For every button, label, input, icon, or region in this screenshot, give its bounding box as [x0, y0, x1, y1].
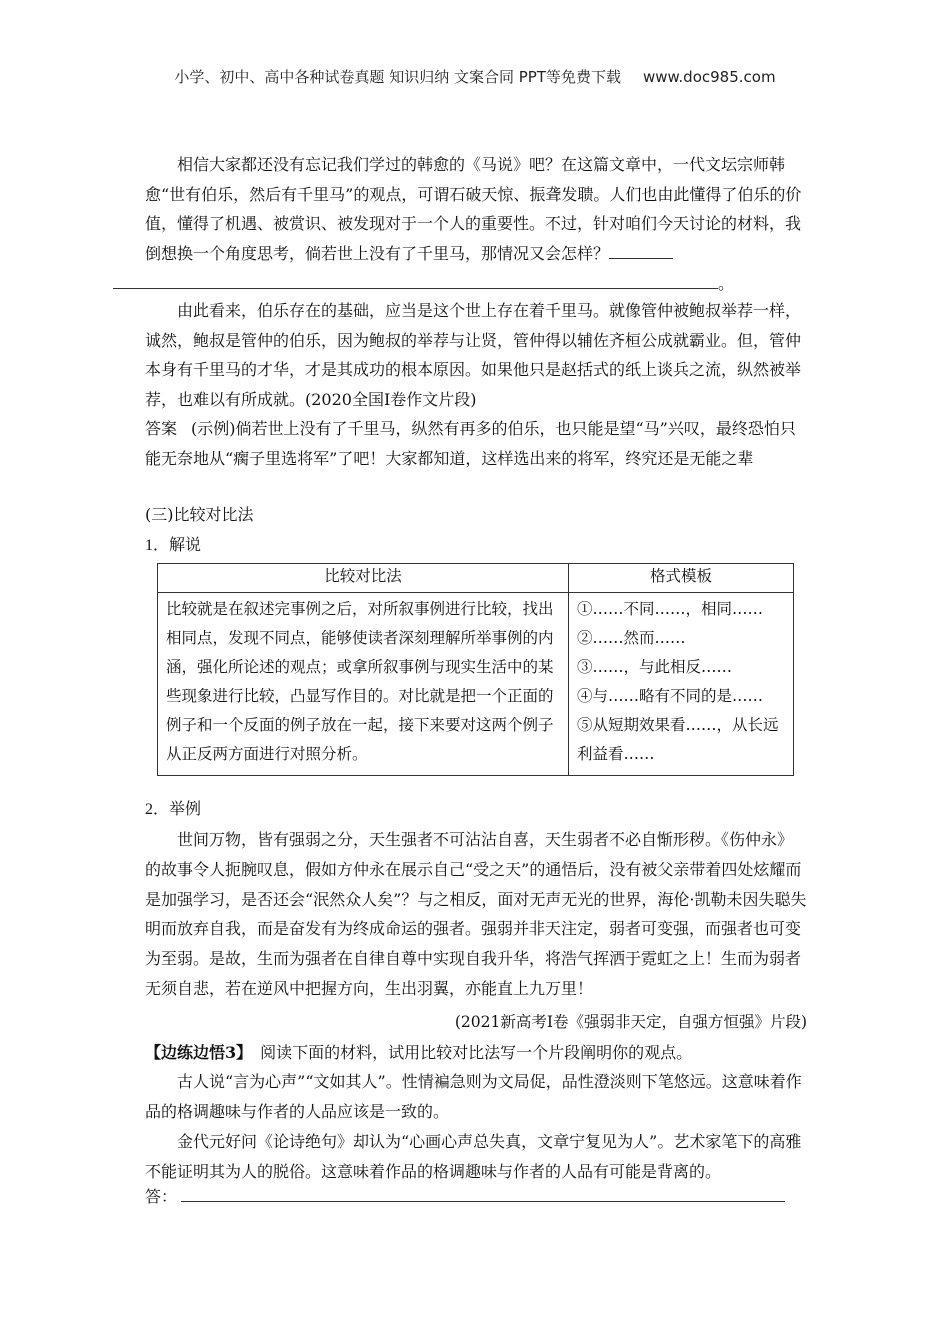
answer-block [145, 414, 807, 473]
header-text: 小学、初中、高中各种试卷真题 知识归纳 文案合同 PPT等免费下载 [174, 68, 621, 86]
header-site-link[interactable]: www.doc985.com [642, 68, 776, 86]
example-paragraph: 世间万物，皆有强弱之分，天生强者不可沾沾自喜，天生弱者不必自惭形秽。《伤仲永》的故事令人扼腕叹息，假如方仲永在展示自己“受之天”的通悟后，没有被父亲带着四处炫耀而是加强学习，是否还会“泯然众人矣”？与之相反，面对无声无光的世界，海伦·凯勒未因失聪失明而放弃自我，而是奋发有为终成命运的强者。强弱并非天注定，弱者可变强，而强者也可变为至弱。是故，生而为强者在自律自尊中实现自我升华，将浩气挥洒于霓虹之上！生而为弱者无须自悲，若在逆风中把握方向，生出羽翼，亦能直上九万里！ [145, 830, 807, 998]
end-mark: 。 [718, 273, 735, 293]
blank-line-short[interactable] [609, 244, 673, 259]
material-paragraph-2: 金代元好问《论诗绝句》却认为“心画心声总失真，文章宁复见为人”。艺术家笔下的高雅不能证明其为人的脱俗。这意味着作品的格调趣味与作者的人品有可能是背离的。 [145, 1132, 802, 1181]
table-header-method: 比较对比法 [158, 564, 569, 593]
answer-blank-line[interactable] [181, 1187, 785, 1202]
table-header-row [158, 564, 794, 593]
exercise-block [145, 1040, 807, 1063]
template-item: ①……不同……，相同…… [577, 600, 764, 618]
method-table [157, 563, 794, 776]
blank-line-long[interactable] [113, 274, 718, 289]
answer-prompt [145, 1184, 807, 1207]
table-header-template: 格式模板 [569, 564, 794, 593]
answer-label: 答案 [145, 419, 178, 438]
exercise-instruction: 阅读下面的材料，试用比较对比法写一个片段阐明你的观点。 [260, 1043, 693, 1062]
material-paragraph-1: 古人说“言为心声”“文如其人”。性情褊急则为文局促，品性澄淡则下笔悠远。这意味着作品的格调趣味与作者的人品应该是一致的。 [145, 1072, 802, 1121]
subsection-example-title: 2．举例 [145, 801, 202, 818]
section-title: (三)比较对比法 [145, 505, 254, 524]
table-cell-templates [569, 593, 794, 776]
paragraph-prompt [145, 150, 807, 299]
answer-text: (示例)倘若世上没有了千里马，纵然有再多的伯乐，也只能是望“马”兴叹，最终恐怕只能无奈地从“瘸子里选将军”了吧！大家都知道，这样选出来的将军，终究还是无能之辈 [145, 419, 796, 468]
paragraph-continuation: 由此看来，伯乐存在的基础，应当是这个世上存在着千里马。就像管仲被鲍叔举荐一样，诚然，鲍叔是管仲的伯乐，因为鲍叔的举荐与让贤，管仲得以辅佐齐桓公成就霸业。但，管仲本身有千里马的才华，才是其成功的根本原因。如果他只是赵括式的纸上谈兵之流，纵然被举荐，也难以有所成就。(2020全国Ⅰ卷作文片段) [145, 301, 802, 410]
answer-prompt-label: 答： [145, 1187, 178, 1206]
template-item: ⑤从短期效果看……，从长远利益看…… [577, 716, 779, 763]
table-cell-explanation: 比较就是在叙述完事例之后，对所叙事例进行比较，找出相同点，发现不同点，能够使读者深刻理解所举事例的内涵，强化所论述的观点；或拿所叙事例与现实生活中的某些现象进行比较，凸显写作目的。对比就是把一个正面的例子和一个反面的例子放在一起，接下来要对这两个例子从正反两方面进行对照分析。 [158, 593, 569, 776]
template-item: ④与……略有不同的是…… [577, 687, 764, 705]
template-item: ②……然而…… [577, 629, 686, 647]
exercise-label: 【边练边悟3】 [145, 1043, 253, 1062]
page-header [0, 66, 950, 87]
table-row [158, 593, 794, 776]
example-source: (2021新高考Ⅰ卷《强弱非天定，自强方恒强》片段) [454, 1013, 807, 1031]
template-item: ③……，与此相反…… [577, 658, 733, 676]
subsection-explanation-title: 1．解说 [145, 537, 202, 554]
paragraph-prompt-text: 相信大家都还没有忘记我们学过的韩愈的《马说》吧？在这篇文章中，一代文坛宗师韩愈“世有伯乐，然后有千里马”的观点，可谓石破天惊、振聋发聩。人们也由此懂得了伯乐的价值，懂得了机遇、被赏识、被发现对于一个人的重要性。不过，针对咱们今天讨论的材料，我倒想换一个角度思考，倘若世上没有了千里马，那情况又会怎样？ [145, 155, 802, 264]
